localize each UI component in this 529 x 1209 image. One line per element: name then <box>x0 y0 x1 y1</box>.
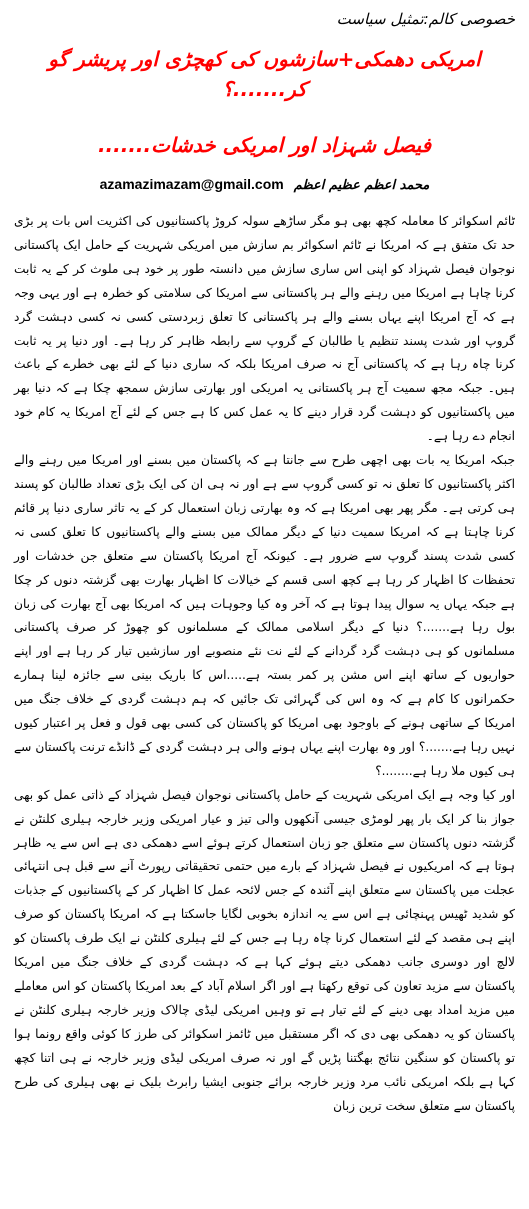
byline <box>14 174 515 196</box>
article-headline: امریکی دھمکی+سازشوں کی کھچڑی اور پریشر گو کر.......؟ <box>48 47 481 101</box>
body-paragraph: ٹائم اسکوائر کا معاملہ کچھ بھی ہو مگر ساڑھے سولہ کروڑ پاکستانیوں کی اکثریت اس بات پر بڑی حد تک متفق ہے کہ امریکا نے ٹائم اسکوائر بم سازش میں امریکی شہریت کے حامل ایک پاکستانی نوجوان فیصل شہزاد کو اپنی اس ساری سازش میں دانستہ طور پر خود ہی ملوث کر کے یہ ثابت کرنا چاہا ہے امریکا میں رہنے والے ہر پاکستانی سے امریکا کی سلامتی کو خطرہ ہے اور یہی وجہ ہے کہ آج امریکا اپنے یہاں بسنے والے ہر پاکستانی کا تعلق زبردستی کسی نہ کسی دہشت گرد گروپ اور شدت پسند تنظیم یا طالبان کے گروپ سے رابطہ ظاہر کر رہا ہے۔ اور دنیا پر یہ ثابت کرنا چاہ رہا ہے کہ پاکستانی آج نہ صرف امریکا بلکہ کہ ساری دنیا کے لئے بھی خطرے کے باعث ہیں۔ جبکہ مجھ سمیت آج ہر پاکستانی یہ امریکی اور بھارتی سازش سمجھ چکا ہے کہ دنیا بھر میں پاکستانیوں کو دہشت گرد قرار دینے کا یہ عمل کس کا ہے جس کے لئے آج امریکا یہ کام خود انجام دے رہا ہے۔ <box>14 214 515 444</box>
author-name: محمد اعظم عظیم اعظم <box>293 178 430 193</box>
body-paragraph: جبکہ امریکا یہ بات بھی اچھی طرح سے جانتا ہے کہ پاکستان میں بسنے اور امریکا میں رہنے والے اکثر پاکستانیوں کا تعلق نہ تو کسی گروپ سے ہے اور نہ ہی ان کی ایک بڑی تعداد طالبان کو پسند ہی کرتی ہے۔ مگر پھر بھی امریکا ہے کہ وہ بھارتی زبان استعمال کر کے یہ تاثر ساری دنیا پر قائم کرنا چاہتا ہے کہ امریکا سمیت دنیا کے دیگر ممالک میں بسنے والے پاکستانیوں کا تعلق کسی نہ کسی شدت پسند گروپ سے ضرور ہے۔ کیونکہ آج امریکا پاکستان سے متعلق جن خدشات اور تحفظات کا اظہار کر رہا ہے کچھ اسی قسم کے خیالات کا اظہار بھارت بھی گزشتہ دنوں کر چکا ہے جبکہ یہاں یہ سوال پیدا ہوتا ہے کہ آخر وہ کیا وجوہات ہیں کہ امریکا بھی آج بھارت کی زبان بول رہا ہے.......؟ دنیا کے دیگر اسلامی ممالک کے مسلمانوں کو چھوڑ کر صرف پاکستانی مسلمانوں کو ہی دہشت گرد گردانے کے لئے نت نئے منصوبے اور سازشیں تیار کر رہا ہے اور اپنے حواریوں کے ساتھ اپنے اس مشن پر کمر بستہ ہے.....اس کا باریک بینی سے جائزہ لینا ہمارے حکمرانوں کا کام ہے کہ وہ اس کی گہرائی تک جائیں کہ ہم دہشت گردی کے خلاف جنگ میں امریکا کے ساتھی ہونے کے باوجود بھی امریکا کو پاکستان کی کسی بھی قول و فعل پر اعتبار کیوں نہیں رہا ہے.......؟ اور وہ بھارت اپنے یہاں ہونے والی ہر دہشت گردی کے ڈانڈے ترنت پاکستان سے ہی کیوں ملا رہا ہے........؟ <box>14 453 515 778</box>
author-email[interactable]: azamazimazam@gmail.com <box>99 176 284 192</box>
article-subheadline: فیصل شہزاد اور امریکی خدشات....... <box>97 133 432 157</box>
article-body <box>14 210 515 1118</box>
body-paragraph: اور کیا وجہ ہے ایک امریکی شہریت کے حامل پاکستانی نوجوان فیصل شہزاد کے ذاتی عمل کو بھی جواز بنا کر ایک بار پھر لومڑی جیسی آنکھوں والی تیز و عیار امریکی وزیر خارجہ ہیلری کلنٹن نے گزشتہ دنوں پاکستان سے متعلق جو زبان استعمال کرتے ہوئے اسے دھمکی دی ہے اس سے یہ ظاہر ہوتا ہے کہ امریکیوں نے فیصل شہزاد کے بارے میں حتمی تحقیقاتی رپورٹ آنے سے قبل ہی انتہائی عجلت میں پاکستان سے متعلق اپنے آئندہ کے جس لائحہ عمل کا اظہار کر کے پاکستانیوں کے جذبات کو شدید ٹھیس پہنچائی ہے اس سے یہ اندازہ بخوبی لگایا جاسکتا ہے کہ امریکا پاکستان کو صرف اپنے ہی مقصد کے لئے استعمال کرنا چاہ رہا ہے جس کے لئے ہیلری کلنٹن نے ایک طرف پاکستان کو لالچ اور دوسری جانب دھمکی دیتے ہوئے کہا ہے کہ دہشت گردی کے خلاف جنگ میں امریکا پاکستان سے مزید تعاون کی توقع رکھتا ہے اور اگر اسلام آباد کے بعد امریکا پاکستان کو اس معاملے میں مزید امداد بھی دینے کے لئے تیار ہے تو وہیں امریکی لیڈی چالاک وزیر خارجہ ہیلری کلنٹن نے پاکستان کو یہ دھمکی بھی دی کہ اگر مستقبل میں ٹائمز اسکوائر کی طرز کا کوئی واقع رونما ہوا تو پاکستان کو سنگین نتائج بھگتنا پڑیں گے اور نہ صرف امریکی لیڈی وزیر خارجہ نے ہی اتنا کچھ کہا ہے بلکہ امریکی نائب مرد وزیر خارجہ برائے جنوبی ایشیا رابرٹ بلیک نے بھی ہیلری کی طرح پاکستان سے متعلق سخت ترین زبان <box>14 787 515 1113</box>
column-kicker: خصوصی کالم:تمثیل سیاست <box>336 10 515 28</box>
